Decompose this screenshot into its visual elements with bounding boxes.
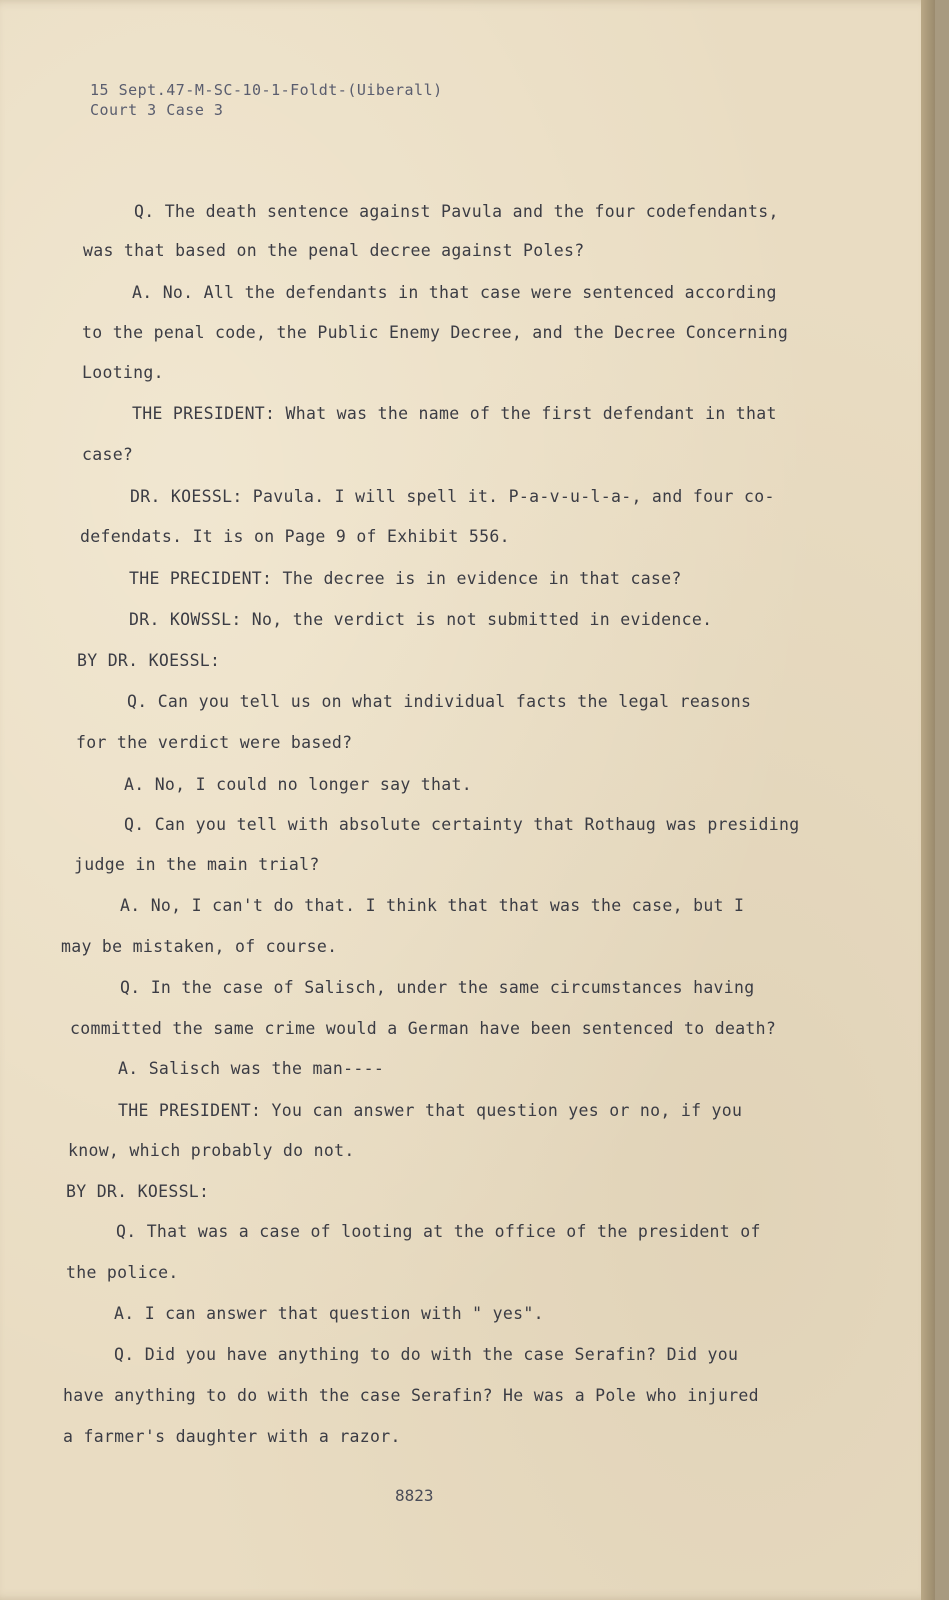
transcript-line-26: Q. That was a case of looting at the office of the president of [116,1222,761,1241]
transcript-line-16: Q. Can you tell with absolute certainty that Rothaug was presiding [124,815,800,834]
transcript-line-28: A. I can answer that question with " yes". [114,1304,544,1323]
transcript-line-4: to the penal code, the Public Enemy Decree, and the Decree Concerning [82,323,789,342]
transcript-line-18: A. No, I can't do that. I think that that was the case, but I [120,896,745,915]
transcript-line-15: A. No, I could no longer say that. [124,775,472,794]
transcript-line-3: A. No. All the defendants in that case were sentenced according [132,283,777,302]
transcript-line-17: judge in the main trial? [74,855,320,874]
transcript-line-25: BY DR. KOESSL: [66,1182,210,1201]
transcript-line-31: a farmer's daughter with a razor. [63,1427,401,1446]
transcript-line-2: was that based on the penal decree against Poles? [83,241,585,260]
header-court-line: Court 3 Case 3 [90,101,224,119]
page-number: 8823 [395,1486,434,1505]
transcript-line-27: the police. [66,1263,179,1282]
transcript-line-19: may be mistaken, of course. [61,937,338,956]
transcript-line-23: THE PRESIDENT: You can answer that question yes or no, if you [118,1101,743,1120]
transcript-line-12: BY DR. KOESSL: [77,651,221,670]
transcript-line-9: defendats. It is on Page 9 of Exhibit 556. [80,527,510,546]
transcript-line-8: DR. KOESSL: Pavula. I will spell it. P-a-v-u-l-a-, and four co- [130,487,775,506]
transcript-line-6: THE PRESIDENT: What was the name of the first defendant in that [132,404,777,423]
transcript-line-5: Looting. [82,363,164,382]
transcript-line-30: have anything to do with the case Serafin? He was a Pole who injured [63,1386,759,1405]
header-date-line: 15 Sept.47-M-SC-10-1-Foldt-(Uiberall) [90,81,443,99]
transcript-line-11: DR. KOWSSL: No, the verdict is not submitted in evidence. [129,610,713,629]
transcript-line-14: for the verdict were based? [76,733,353,752]
transcript-line-7: case? [82,445,134,464]
transcript-line-29: Q. Did you have anything to do with the case Serafin? Did you [114,1345,739,1364]
transcript-line-24: know, which probably do not. [68,1141,355,1160]
transcript-line-13: Q. Can you tell us on what individual facts the legal reasons [127,692,752,711]
transcript-line-1: Q. The death sentence against Pavula and the four codefendants, [134,202,779,221]
transcript-line-22: A. Salisch was the man---- [118,1059,385,1078]
transcript-line-20: Q. In the case of Salisch, under the same circumstances having [120,978,755,997]
document-header [90,80,443,120]
transcript-line-10: THE PRECIDENT: The decree is in evidence in that case? [129,569,682,588]
page-edge-shadow [921,0,935,1600]
transcript-line-21: committed the same crime would a German have been sentenced to death? [70,1019,777,1038]
